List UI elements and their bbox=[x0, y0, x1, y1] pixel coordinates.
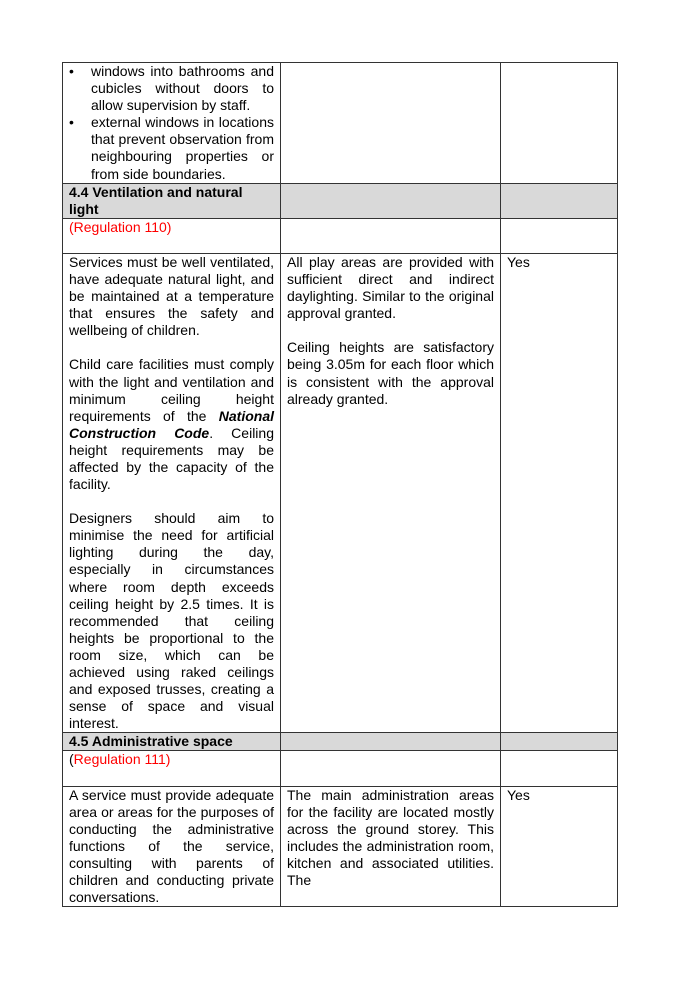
compliance-status: Yes bbox=[507, 253, 530, 270]
compliance-cell bbox=[501, 63, 618, 184]
list-item: • windows into bathrooms and cubicles without doors to allow supervision by staff. bbox=[69, 63, 274, 114]
ncc-reference: National Construction Code bbox=[69, 407, 274, 441]
compliance-cell bbox=[501, 786, 618, 907]
regulation-reference: (Regulation 111) bbox=[69, 751, 171, 768]
regulation-reference: (Regulation 110) bbox=[69, 218, 172, 235]
bullet-list bbox=[69, 63, 274, 183]
requirement-paragraph: A service must provide adequate area or areas for the purposes of conducting the administrative functions of the service, consulting with parents of children and conducting private conversations. bbox=[69, 786, 274, 906]
comment-cell bbox=[281, 253, 501, 732]
section-heading: 4.5 Administrative space bbox=[63, 733, 281, 751]
table-row-administration bbox=[63, 786, 618, 907]
section-heading: 4.4 Ventilation and natural light bbox=[63, 183, 281, 218]
bullet-icon: • bbox=[69, 114, 74, 131]
compliance-table bbox=[62, 62, 618, 907]
requirement-paragraph: Child care facilities must comply with the light and ventilation and minimum ceiling height requirements of the National Construction Code. Ceiling height requirements may be affected by the capacity of the facility. bbox=[69, 356, 274, 493]
regulation-row bbox=[63, 751, 618, 786]
bullet-icon: • bbox=[69, 63, 74, 79]
compliance-cell bbox=[501, 253, 618, 732]
requirement-cell bbox=[63, 253, 281, 732]
requirement-cell bbox=[63, 786, 281, 907]
section-heading-row bbox=[63, 733, 618, 751]
requirement-cell bbox=[63, 63, 281, 184]
table-row-windows bbox=[63, 63, 618, 184]
document-page bbox=[62, 62, 618, 907]
list-item: • external windows in locations that prevent observation from neighbouring properties or from side boundaries. bbox=[69, 114, 274, 182]
requirement-paragraph: Services must be well ventilated, have adequate natural light, and be maintained at a temperature that ensures the safety and wellbeing of children. bbox=[69, 253, 274, 339]
requirement-paragraph: Designers should aim to minimise the need for artificial lighting during the day, especially in circumstances where room depth exceeds ceiling height by 2.5 times. It is recommended that ceiling heights be proportional to the room size, which can be achieved using raked ceilings and exposed trusses, creating a sense of space and visual interest. bbox=[69, 510, 274, 732]
section-heading-row bbox=[63, 183, 618, 218]
comment-paragraph: The main administration areas for the facility are located mostly across the ground storey. This includes the administration room, kitchen and associated utilities. The bbox=[287, 786, 494, 889]
compliance-status: Yes bbox=[507, 786, 530, 803]
comment-cell bbox=[281, 786, 501, 907]
comment-paragraph: All play areas are provided with sufficient direct and indirect daylighting. Similar to the original approval granted. bbox=[287, 253, 494, 322]
regulation-row bbox=[63, 218, 618, 253]
table-row-ventilation bbox=[63, 253, 618, 732]
comment-paragraph: Ceiling heights are satisfactory being 3.05m for each floor which is consistent with the approval already granted. bbox=[287, 339, 494, 407]
comment-cell bbox=[281, 63, 501, 184]
